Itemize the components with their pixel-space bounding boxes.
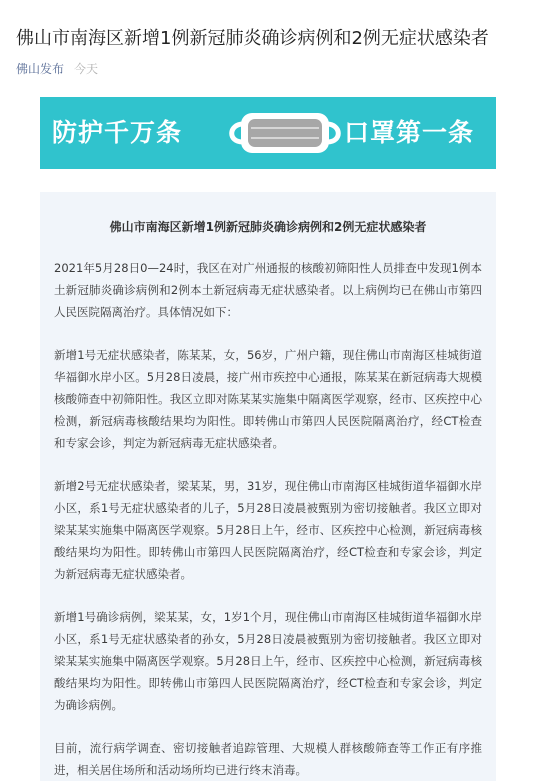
paragraph-case-1: 新增1号无症状感染者，陈某某，女，56岁，广州户籍，现住佛山市南海区桂城街道华福御水岸小区。5月28日凌晨，接广州市疾控中心通报，陈某某在新冠病毒大规模核酸筛查中初筛阳性。我区立即对陈某某实施集中隔离医学观察，经市、区疾控中心检测，新冠病毒核酸结果均为阳性。即转佛山市第四人民医院隔离治疗，经CT检查和专家会诊，判定为新冠病毒无症状感染者。 <box>54 348 482 450</box>
article-body <box>40 192 496 781</box>
paragraph-case-2: 新增2号无症状感染者，梁某某，男，31岁，现住佛山市南海区桂城街道华福御水岸小区，系1号无症状感染者的儿子，5月28日凌晨被甄别为密切接触者。我区立即对梁某某实施集中隔离医学观察。5月28日上午，经市、区疾控中心检测，新冠病毒核酸结果均为阳性。即转佛山市第四人民医院隔离治疗，经CT检查和专家会诊，判定为新冠病毒无症状感染者。 <box>54 479 482 581</box>
banner-right-text: 口罩第一条 <box>343 118 474 147</box>
banner-left-text: 防护千万条 <box>52 118 183 147</box>
paragraph-intro: 2021年5月28日0—24时，我区在对广州通报的核酸初筛阳性人员排查中发现1例本土新冠肺炎确诊病例和2例本土新冠病毒无症状感染者。以上病例均已在佛山市第四人民医院隔离治疗。具体情况如下： <box>54 261 482 319</box>
article-meta <box>16 60 98 78</box>
page-title: 佛山市南海区新增1例新冠肺炎确诊病例和2例无症状感染者 <box>16 28 489 49</box>
source-link[interactable]: 佛山发布 <box>16 62 65 76</box>
banner-image <box>40 97 496 169</box>
publish-time: 今天 <box>74 62 99 76</box>
article-title: 佛山市南海区新增1例新冠肺炎确诊病例和2例无症状感染者 <box>109 220 427 234</box>
paragraph-case-3: 新增1号确诊病例，梁某某，女，1岁1个月，现住佛山市南海区桂城街道华福御水岸小区，系1号无症状感染者的孙女，5月28日凌晨被甄别为密切接触者。我区立即对梁某某实施集中隔离医学观察。5月28日上午，经市、区疾控中心检测，新冠病毒核酸结果均为阳性。即转佛山市第四人民医院隔离治疗，经CT检查和专家会诊，判定为确诊病例。 <box>54 610 482 712</box>
face-mask-icon <box>223 108 347 158</box>
paragraph-current-status: 目前，流行病学调查、密切接触者追踪管理、大规模人群核酸筛查等工作正有序推进，相关居住场所和活动场所均已进行终末消毒。 <box>54 741 482 778</box>
